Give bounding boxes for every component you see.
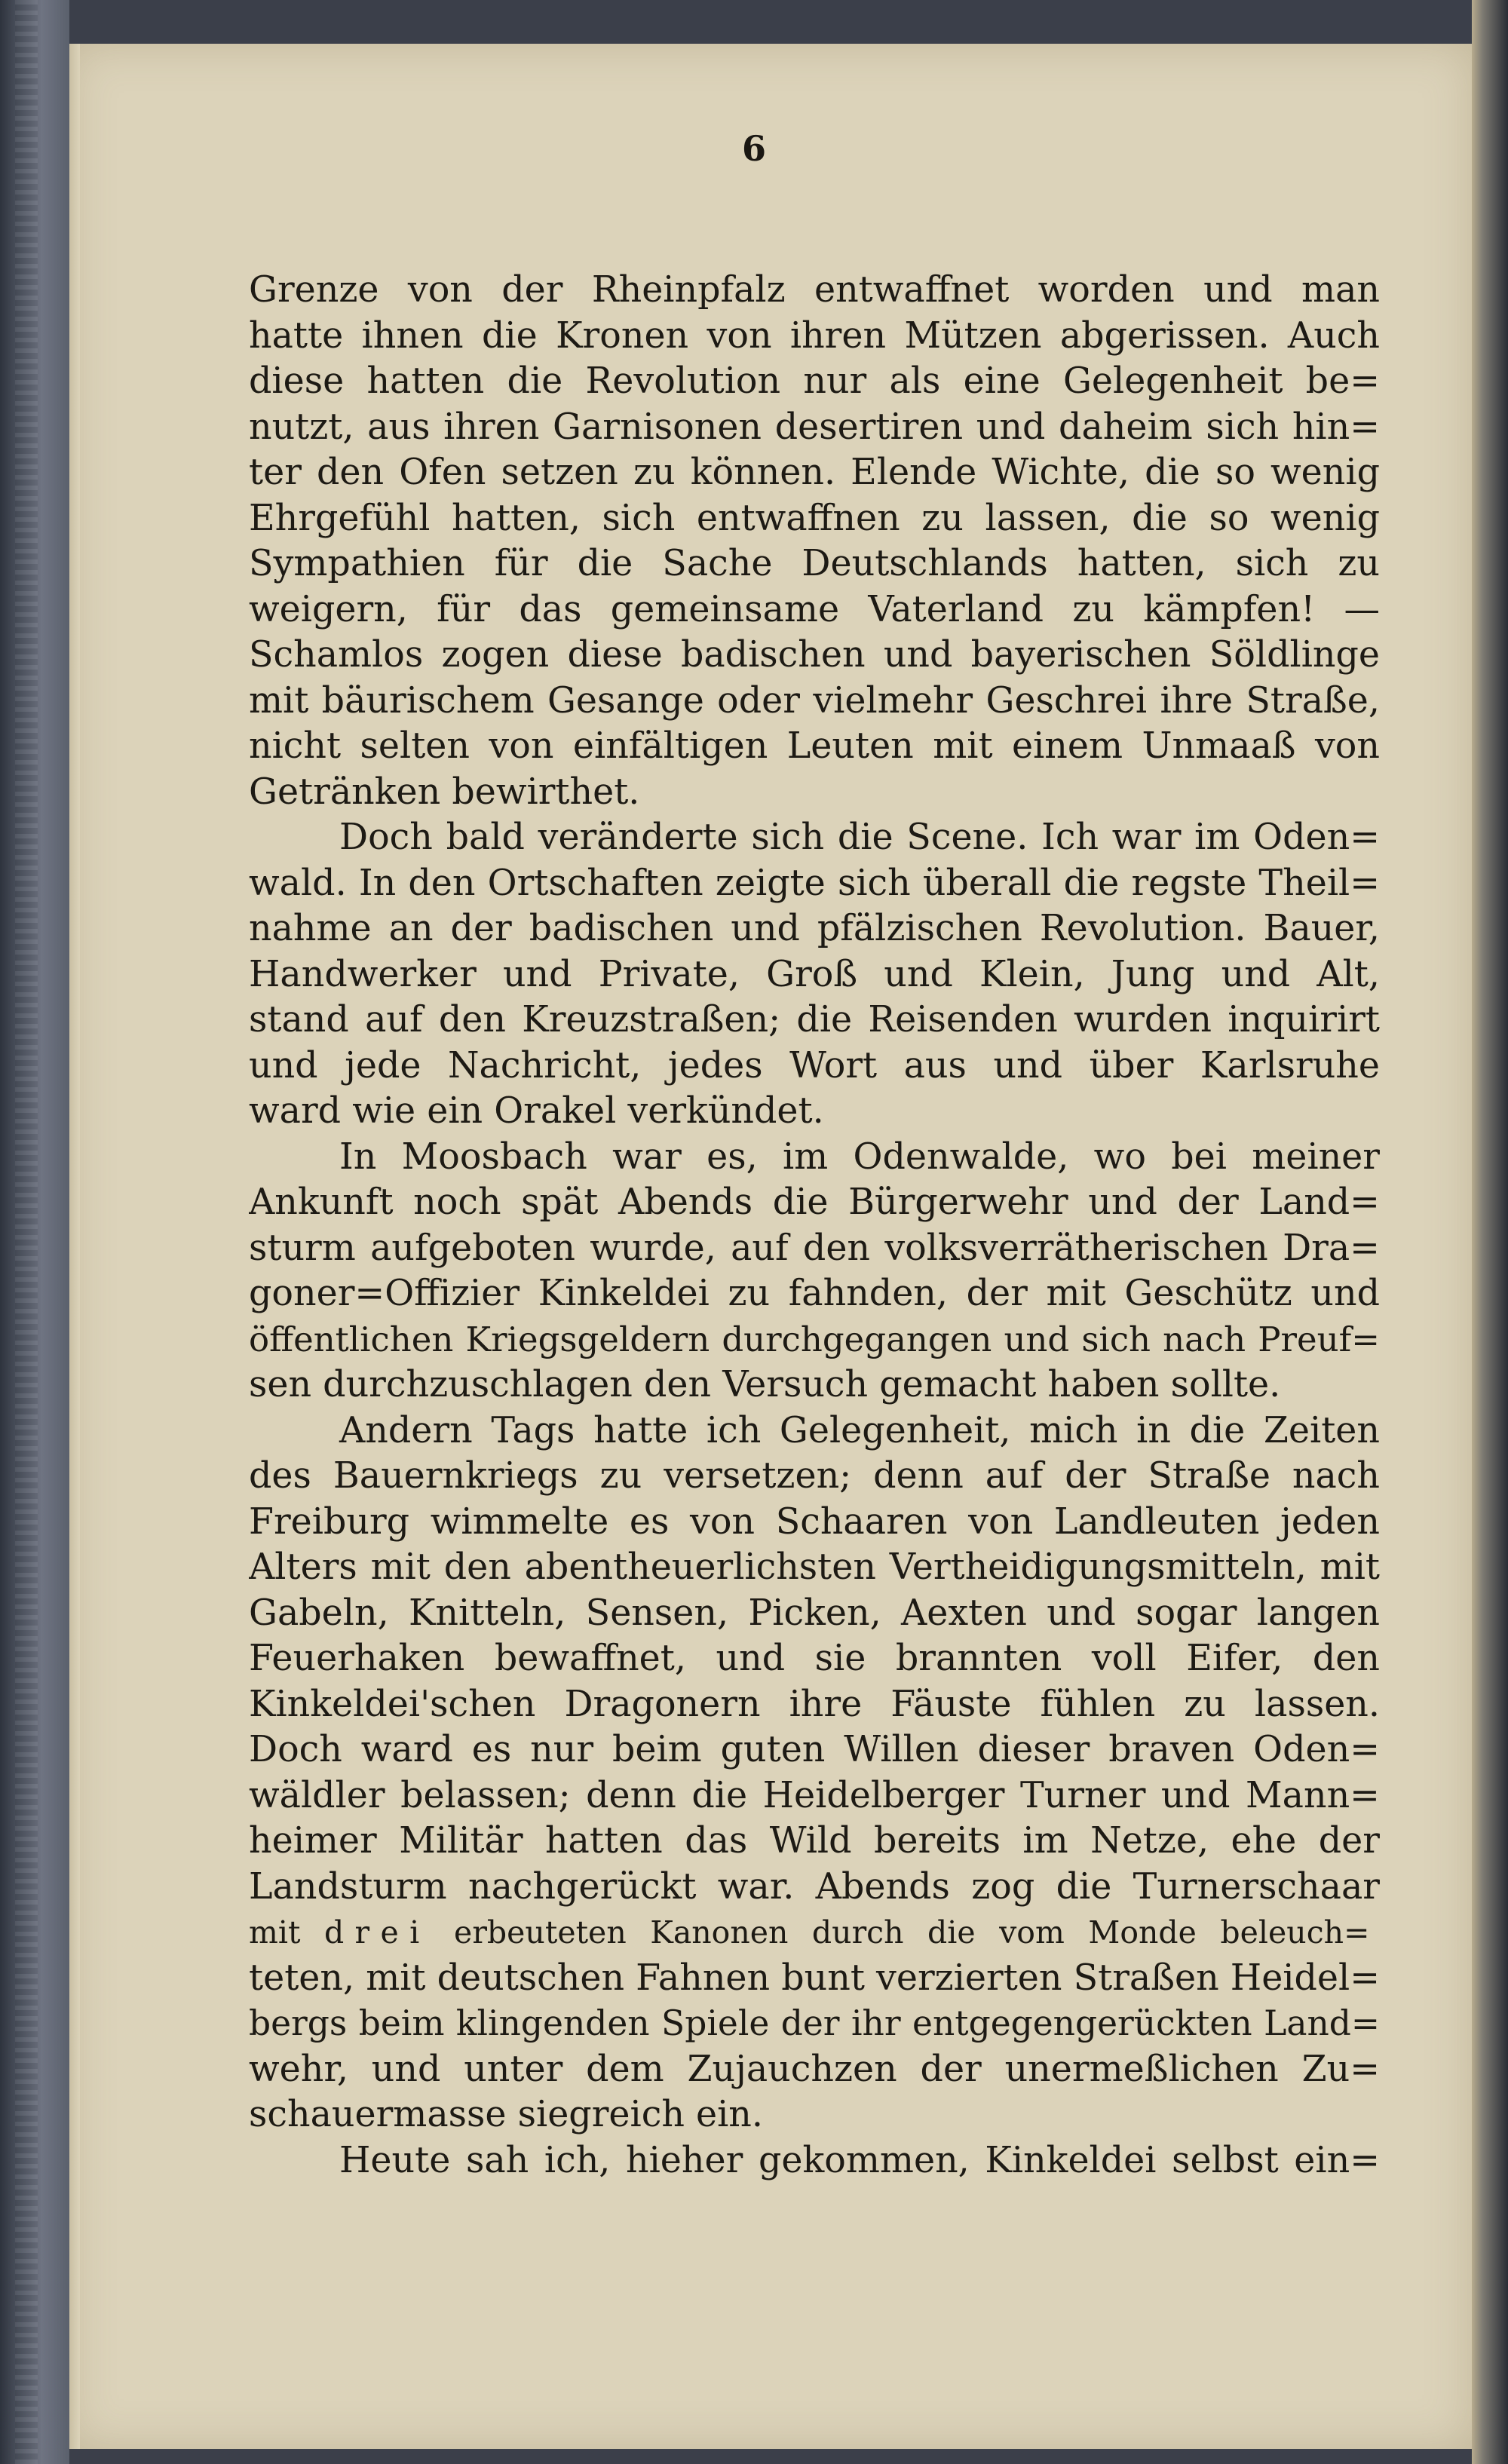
- text-line: Handwerker und Private, Groß und Klein, Jung und Alt,: [249, 953, 1380, 995]
- text-segment: mit: [249, 1914, 324, 1951]
- text-line: stand auf den Kreuzstraßen; die Reisenden wurden inquirirt: [249, 999, 1380, 1040]
- text-line: des Bauernkriegs zu versetzen; denn auf der Straße nach: [249, 1455, 1380, 1497]
- text-line: weigern, für das gemeinsame Vaterland zu kämpfen! —: [249, 588, 1380, 630]
- text-line: Gabeln, Knitteln, Sensen, Picken, Aexten und sogar langen: [249, 1592, 1380, 1634]
- text-line: sen durchzuschlagen den Versuch gemacht haben sollte.: [249, 1364, 1281, 1405]
- text-line: Alters mit den abentheuerlichsten Vertheidigungsmitteln, mit: [249, 1546, 1380, 1588]
- text-line: diese hatten die Revolution nur als eine Gelegenheit be=: [249, 360, 1380, 402]
- text-line: Landsturm nachgerückt war. Abends zog die Turnerschaar: [249, 1865, 1380, 1908]
- text-line: wäldler belassen; denn die Heidelberger Turner und Mann=: [249, 1774, 1380, 1816]
- text-line: schauermasse siegreich ein.: [249, 2094, 764, 2135]
- text-line: öffentlichen Kriegsgeldern durchgegangen und sich nach Preuf=: [249, 1319, 1380, 1359]
- text-line: wehr, und unter dem Zujauchzen der unermeßlichen Zu=: [249, 2048, 1380, 2090]
- page-number: 6: [741, 128, 766, 169]
- text-line: Freiburg wimmelte es von Schaaren von Landleuten jeden: [249, 1500, 1380, 1543]
- text-line: heimer Militär hatten das Wild bereits im Netze, ehe der: [249, 1820, 1380, 1862]
- text-line: nahme an der badischen und pfälzischen Revolution. Bauer,: [249, 908, 1380, 949]
- text-line: wald. In den Ortschaften zeigte sich überall die regste Theil=: [249, 862, 1380, 904]
- text-line: Getränken bewirthet.: [249, 771, 640, 813]
- text-line: Doch ward es nur beim guten Willen dieser braven Oden=: [249, 1729, 1380, 1770]
- text-segment: erbeuteten Kanonen durch die vom Monde beleuch=: [430, 1914, 1370, 1951]
- text-line: In Moosbach war es, im Odenwalde, wo bei meiner: [339, 1135, 1380, 1178]
- text-line: Feuerhaken bewaffnet, und sie brannten voll Eifer, den: [249, 1638, 1380, 1679]
- text-line: Grenze von der Rheinpfalz entwaffnet worden und man: [249, 269, 1380, 311]
- text-line: ter den Ofen setzen zu können. Elende Wichte, die so wenig: [249, 452, 1380, 493]
- text-line: und jede Nachricht, jedes Wort aus und über Karlsruhe: [249, 1044, 1380, 1086]
- spaced-emphasis: drei: [323, 1914, 431, 1951]
- text-line: goner=Offizier Kinkeldei zu fahnden, der mit Geschütz und: [249, 1273, 1380, 1314]
- text-line: mit bäurischem Gesange oder vielmehr Geschrei ihre Straße,: [249, 679, 1380, 722]
- text-line: nicht selten von einfältigen Leuten mit einem Unmaaß von: [249, 725, 1380, 767]
- text-line: Ehrgefühl hatten, sich entwaffnen zu lassen, die so wenig: [249, 497, 1380, 539]
- text-line: Doch bald veränderte sich die Scene. Ich war im Oden=: [339, 817, 1380, 858]
- text-line: Sympathien für die Sache Deutschlands hatten, sich zu: [249, 543, 1380, 584]
- text-line: nutzt, aus ihren Garnisonen desertiren und daheim sich hin=: [249, 406, 1380, 448]
- page-edge: [69, 44, 80, 2449]
- text-line: teten, mit deutschen Fahnen bunt verzierten Straßen Heidel=: [249, 1957, 1380, 1999]
- text-line: hatte ihnen die Kronen von ihren Mützen abgerissen. Auch: [249, 314, 1380, 357]
- text-line: bergs beim klingenden Spiele der ihr entgegengerückten Land=: [249, 2003, 1380, 2043]
- text-line: Andern Tags hatte ich Gelegenheit, mich in die Zeiten: [339, 1409, 1380, 1451]
- text-line: Heute sah ich, hieher gekommen, Kinkeldei selbst ein=: [339, 2139, 1380, 2181]
- text-line: Schamlos zogen diese badischen und bayerischen Söldlinge: [249, 634, 1380, 676]
- text-line: [249, 1910, 1380, 1956]
- text-line: Ankunft noch spät Abends die Bürgerwehr und der Land=: [249, 1181, 1380, 1223]
- book-binding-left: [0, 0, 69, 2464]
- body-text: [249, 268, 1380, 2184]
- text-line: sturm aufgeboten wurde, auf den volksverrätherischen Dra=: [249, 1227, 1380, 1269]
- text-line: ward wie ein Orakel verkündet.: [249, 1090, 824, 1132]
- text-line: Kinkeldei'schen Dragonern ihre Fäuste fühlen zu lassen.: [249, 1683, 1380, 1725]
- book-binding-right: [1472, 0, 1508, 2464]
